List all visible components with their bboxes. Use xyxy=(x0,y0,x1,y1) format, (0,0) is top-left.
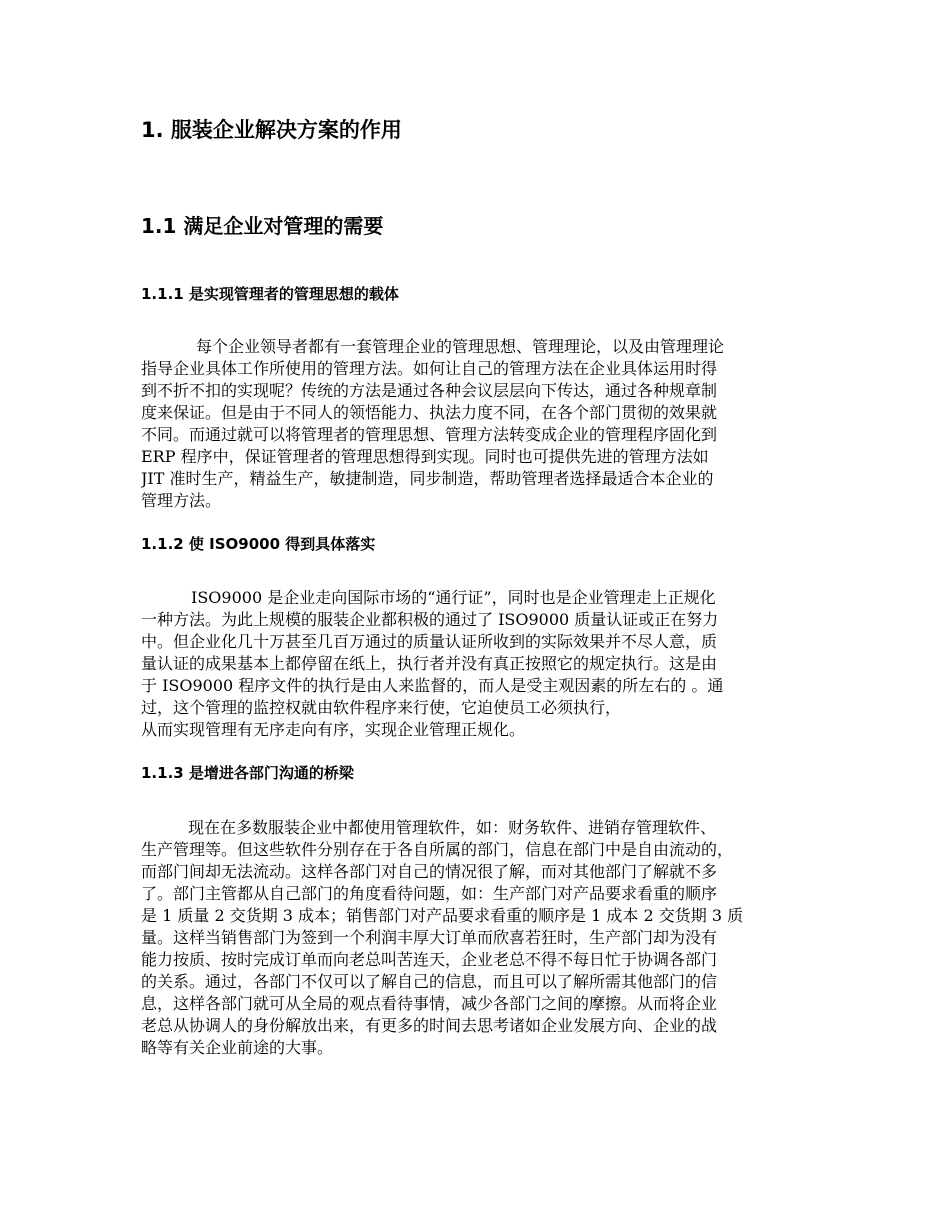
paragraph-line: 不同。而通过就可以将管理者的管理思想、管理方法转变成企业的管理程序固化到 xyxy=(141,425,718,444)
paragraph-line: 量认证的成果基本上都停留在纸上，执行者并没有真正按照它的规定执行。这是由 xyxy=(141,654,718,673)
paragraph-line: 从而实现管理有无序走向有序，实现企业管理正规化。 xyxy=(141,720,526,739)
paragraph-line: 略等有关企业前途的大事。 xyxy=(141,1038,334,1057)
paragraph-line: 指导企业具体工作所使用的管理方法。如何让自己的管理方法在企业具体运用时得 xyxy=(141,359,718,378)
paragraph-line: 于 ISO9000 程序文件的执行是由人来监督的，而人是受主观因素的所左右的 。通 xyxy=(141,676,724,695)
paragraph-line: 而部门间却无法流动。这样各部门对自己的情况很了解，而对其他部门了解就不多 xyxy=(141,862,718,881)
paragraph-line: 到不折不扣的实现呢？传统的方法是通过各种会议层层向下传达，通过各种规章制 xyxy=(141,381,718,400)
paragraph-line: 的关系。通过，各部门不仅可以了解自己的信息，而且可以了解所需其他部门的信 xyxy=(141,972,718,991)
paragraph-line: 是 1 质量 2 交货期 3 成本；销售部门对产品要求看重的顺序是 1 成本 2 交货期 3 质 xyxy=(141,906,744,925)
paragraph-line: 能力按质、按时完成订单而向老总叫苦连天，企业老总不得不每日忙于协调各部门 xyxy=(141,950,718,969)
paragraph-line: 过，这个管理的监控权就由软件程序来行使，它迫使员工必须执行， xyxy=(141,698,622,717)
paragraph-1 xyxy=(141,336,821,512)
paragraph-line: 老总从协调人的身份解放出来，有更多的时间去思考诸如企业发展方向、企业的战 xyxy=(141,1016,718,1035)
paragraph-line: 生产管理等。但这些软件分别存在于各自所属的部门，信息在部门中是自由流动的， xyxy=(141,840,734,859)
subsection-heading-2: 1.1.2 使 ISO9000 得到具体落实 xyxy=(141,535,376,553)
paragraph-line: 度来保证。但是由于不同人的领悟能力、执法力度不同，在各个部门贯彻的效果就 xyxy=(141,403,718,422)
chapter-heading: 1. 服装企业解决方案的作用 xyxy=(141,118,402,142)
paragraph-line: 了。部门主管都从自己部门的角度看待问题，如：生产部门对产品要求看重的顺序 xyxy=(141,884,718,903)
paragraph-line: ERP 程序中，保证管理者的管理思想得到实现。同时也可提供先进的管理方法如 xyxy=(141,447,709,466)
paragraph-line: 量。这样当销售部门为签到一个利润丰厚大订单而欣喜若狂时，生产部门却为没有 xyxy=(141,928,718,947)
paragraph-line: 每个企业领导者都有一套管理企业的管理思想、管理理论，以及由管理理论 xyxy=(196,337,725,356)
paragraph-line: JIT 准时生产，精益生产，敏捷制造，同步制造，帮助管理者选择最适合本企业的 xyxy=(141,469,714,488)
paragraph-line: 一种方法。为此上规模的服装企业都积极的通过了 ISO9000 质量认证或正在努力 xyxy=(141,610,719,629)
paragraph-line: 现在在多数服装企业中都使用管理软件，如：财务软件、进销存管理软件、 xyxy=(188,818,717,837)
paragraph-3 xyxy=(141,817,821,1059)
paragraph-line: 管理方法。 xyxy=(141,491,222,510)
paragraph-line: 中。但企业化几十万甚至几百万通过的质量认证所收到的实际效果并不尽人意，质 xyxy=(141,632,718,651)
subsection-heading-1: 1.1.1 是实现管理者的管理思想的载体 xyxy=(141,285,399,303)
subsection-heading-3: 1.1.3 是增进各部门沟通的桥梁 xyxy=(141,764,354,782)
paragraph-line: ISO9000 是企业走向国际市场的“通行证”，同时也是企业管理走上正规化 xyxy=(191,588,716,607)
section-heading: 1.1 满足企业对管理的需要 xyxy=(141,214,384,238)
paragraph-line: 息，这样各部门就可从全局的观点看待事情，减少各部门之间的摩擦。从而将企业 xyxy=(141,994,718,1013)
paragraph-2 xyxy=(141,587,821,741)
